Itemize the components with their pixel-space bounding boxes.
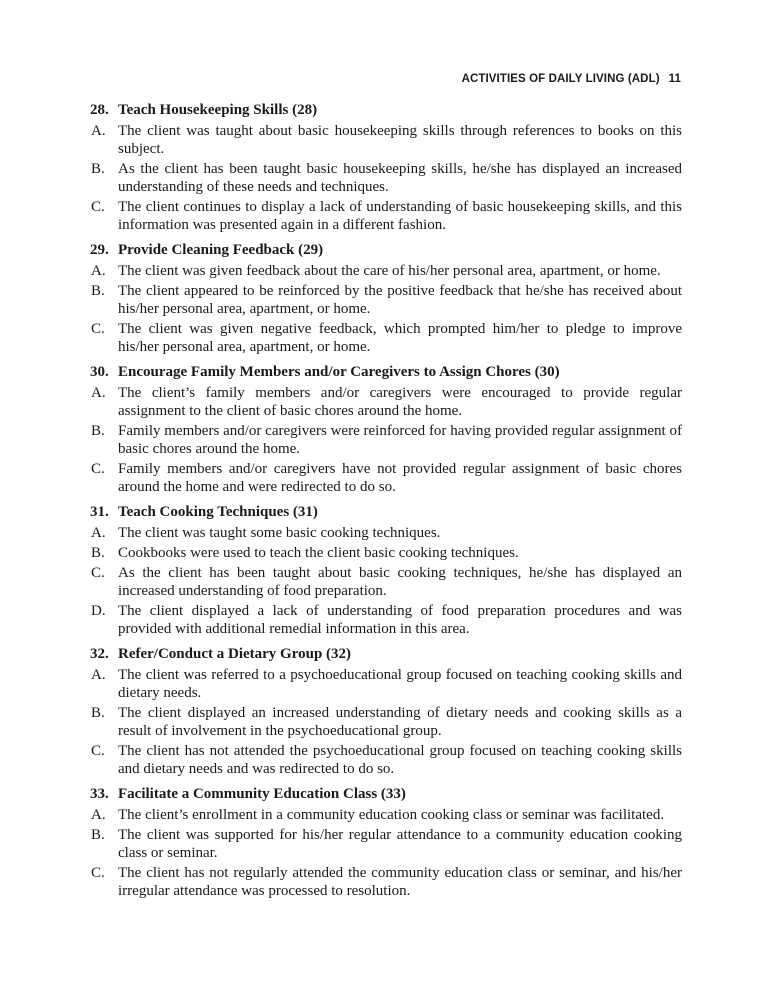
section [90, 101, 682, 234]
page-number: 11 [668, 73, 681, 85]
list-item [90, 826, 682, 862]
list-item [90, 160, 682, 196]
section-heading [90, 645, 682, 663]
list-item [90, 742, 682, 778]
item-text: The client has not regularly attended the community education class or seminar, and his/her irregular attendance was processed to resolution. [118, 865, 682, 899]
list-item [90, 198, 682, 234]
item-text: Family members and/or caregivers were reinforced for having provided regular assignment of basic chores around the home. [118, 423, 682, 457]
list-item [90, 460, 682, 496]
item-letter: C. [91, 461, 105, 477]
item-letter: B. [91, 423, 105, 439]
section-title: Facilitate a Community Education Class (33) [118, 786, 406, 802]
item-letter: B. [91, 827, 105, 843]
item-text: The client appeared to be reinforced by the positive feedback that he/she has received about his/her personal area, apartment, or home. [118, 283, 682, 317]
item-text: As the client has been taught about basic cooking techniques, he/she has displayed an increased understanding of food preparation. [118, 565, 682, 599]
running-title: ACTIVITIES OF DAILY LIVING (ADL) [461, 73, 660, 85]
item-letter: C. [91, 199, 105, 215]
list-item [90, 384, 682, 420]
section-title: Provide Cleaning Feedback (29) [118, 242, 324, 258]
item-text: The client was taught some basic cooking techniques. [118, 525, 441, 541]
section-heading [90, 363, 682, 381]
section-heading [90, 785, 682, 803]
item-text: The client has not attended the psychoeducational group focused on teaching cooking skills and dietary needs and was redirected to do so. [118, 743, 682, 777]
item-letter: C. [91, 565, 105, 581]
item-letter: B. [91, 161, 105, 177]
section-title: Teach Housekeeping Skills (28) [118, 102, 318, 118]
running-head [462, 73, 681, 85]
item-text: The client displayed a lack of understanding of food preparation procedures and was provided with additional remedial information in this area. [118, 603, 682, 637]
section-title: Teach Cooking Techniques (31) [118, 504, 318, 520]
section-number: 33. [90, 786, 109, 802]
section-heading [90, 101, 682, 119]
section [90, 645, 682, 778]
item-text: The client displayed an increased understanding of dietary needs and cooking skills as a result of involvement in the psychoeducational group. [118, 705, 682, 739]
item-text: The client was given feedback about the care of his/her personal area, apartment, or home. [118, 263, 661, 279]
item-text: The client was referred to a psychoeducational group focused on teaching cooking skills and dietary needs. [118, 667, 682, 701]
section-number: 30. [90, 364, 109, 380]
list-item [90, 122, 682, 158]
item-letter: A. [91, 263, 106, 279]
item-text: The client’s enrollment in a community education cooking class or seminar was facilitated. [118, 807, 665, 823]
section [90, 363, 682, 496]
list-item [90, 422, 682, 458]
item-text: The client was supported for his/her regular attendance to a community education cooking class or seminar. [118, 827, 682, 861]
section-heading [90, 503, 682, 521]
section-title: Encourage Family Members and/or Caregivers to Assign Chores (30) [118, 364, 560, 380]
item-text: The client was given negative feedback, which prompted him/her to pledge to improve his/her personal area, apartment, or home. [118, 321, 682, 355]
list-item [90, 704, 682, 740]
section-title: Refer/Conduct a Dietary Group (32) [118, 646, 352, 662]
item-letter: A. [91, 123, 106, 139]
item-text: Family members and/or caregivers have not provided regular assignment of basic chores around the home and were redirected to do so. [118, 461, 682, 495]
section [90, 503, 682, 638]
list-item [90, 524, 682, 542]
section-heading [90, 241, 682, 259]
item-text: The client continues to display a lack of understanding of basic housekeeping skills, and this information was presented again in a different fashion. [118, 199, 682, 233]
section-number: 28. [90, 102, 109, 118]
section [90, 241, 682, 356]
list-item [90, 564, 682, 600]
section [90, 785, 682, 900]
item-letter: D. [91, 603, 106, 619]
item-letter: A. [91, 807, 106, 823]
page-body [90, 101, 682, 907]
list-item [90, 602, 682, 638]
list-item [90, 320, 682, 356]
list-item [90, 806, 682, 824]
item-letter: B. [91, 705, 105, 721]
item-letter: C. [91, 743, 105, 759]
item-text: As the client has been taught basic housekeeping skills, he/she has displayed an increased understanding of these needs and techniques. [118, 161, 682, 195]
item-letter: A. [91, 385, 106, 401]
item-letter: B. [91, 545, 105, 561]
list-item [90, 282, 682, 318]
item-letter: B. [91, 283, 105, 299]
item-text: Cookbooks were used to teach the client basic cooking techniques. [118, 545, 519, 561]
item-text: The client was taught about basic housekeeping skills through references to books on this subject. [118, 123, 682, 157]
section-number: 29. [90, 242, 109, 258]
item-letter: C. [91, 321, 105, 337]
item-letter: C. [91, 865, 105, 881]
item-text: The client’s family members and/or caregivers were encouraged to provide regular assignment to the client of basic chores around the home. [118, 385, 682, 419]
list-item [90, 666, 682, 702]
list-item [90, 544, 682, 562]
list-item [90, 864, 682, 900]
section-number: 32. [90, 646, 109, 662]
item-letter: A. [91, 525, 106, 541]
item-letter: A. [91, 667, 106, 683]
section-number: 31. [90, 504, 109, 520]
list-item [90, 262, 682, 280]
